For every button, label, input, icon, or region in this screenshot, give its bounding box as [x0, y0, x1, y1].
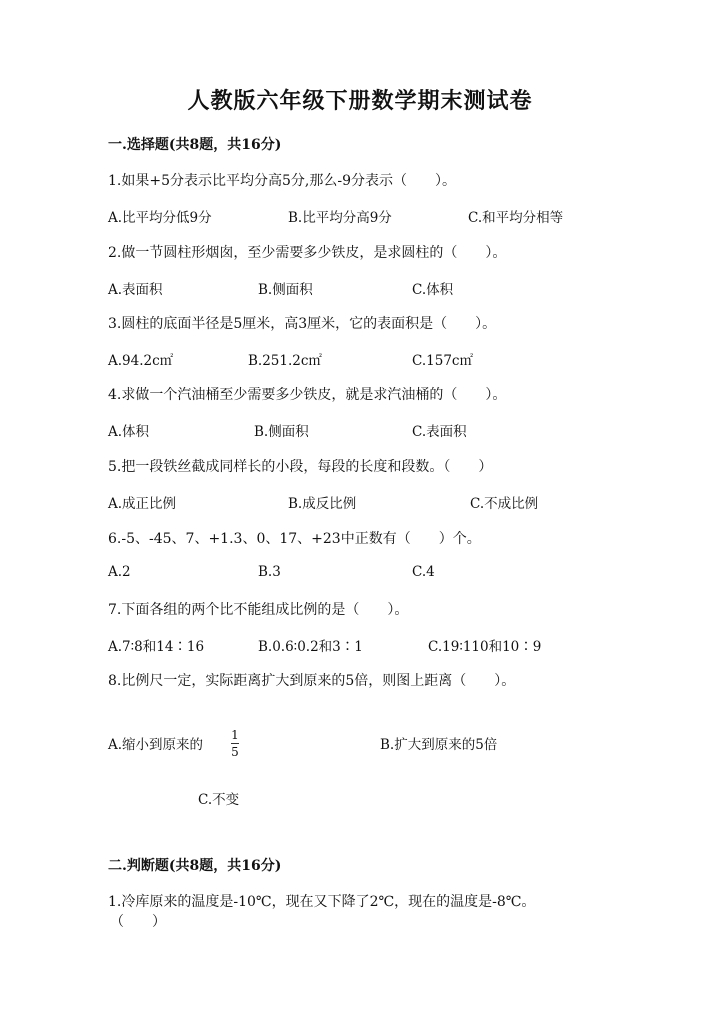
- option-c: C.体积: [412, 282, 454, 298]
- option-a: A.成正比例: [108, 496, 177, 512]
- option-a: A.94.2c㎡: [108, 353, 174, 369]
- option-a: A.表面积: [108, 282, 163, 298]
- option-c: C.表面积: [412, 424, 467, 440]
- option-a: A.7∶8和14∶16: [108, 639, 205, 655]
- question-stem: 3.圆柱的底面半径是5厘米，高3厘米，它的表面积是（ ）。: [108, 316, 497, 332]
- option-c: C.19∶110和10∶9: [428, 639, 542, 655]
- page-title: 人教版六年级下册数学期末测试卷: [187, 88, 533, 114]
- option-a: A.体积: [108, 424, 150, 440]
- question-stem: 5.把一段铁丝截成同样长的小段，每段的长度和段数。（ ）: [108, 459, 493, 475]
- fraction-denominator: 5: [231, 745, 239, 759]
- question-stem: 2.做一节圆柱形烟囱，至少需要多少铁皮，是求圆柱的（ ）。: [108, 245, 507, 261]
- option-c: C.4: [412, 564, 435, 580]
- judge-stem: 1.冷库原来的温度是-10℃，现在又下降了2℃，现在的温度是-8℃。: [108, 894, 536, 910]
- section-heading-choice: 一.选择题(共8题，共16分): [108, 137, 282, 153]
- question-stem: 4.求做一个汽油桶至少需要多少铁皮，就是求汽油桶的（ ）。: [108, 387, 507, 403]
- question-stem: 7.下面各组的两个比不能组成比例的是（ ）。: [108, 602, 409, 618]
- option-b: B.扩大到原来的5倍: [380, 737, 498, 753]
- fraction-numerator: 1: [231, 728, 239, 742]
- judge-answer-paren: （ ）: [110, 914, 166, 930]
- option-b: B.侧面积: [254, 424, 309, 440]
- option-c: C.157c㎡: [412, 353, 473, 369]
- option-b: B.0.6∶0.2和3∶1: [258, 639, 363, 655]
- option-b: B.251.2c㎡: [248, 353, 322, 369]
- option-b: B.侧面积: [258, 282, 313, 298]
- question-stem: 8.比例尺一定，实际距离扩大到原来的5倍，则图上距离（ ）。: [108, 673, 516, 689]
- option-a: A.比平均分低9分: [108, 210, 212, 226]
- question-stem: 6.-5、-45、7、+1.3、0、17、+23中正数有（ ）个。: [108, 531, 481, 547]
- option-c: C.不变: [198, 792, 240, 808]
- fraction-one-fifth: [231, 724, 239, 758]
- option-a: A.缩小到原来的: [108, 737, 204, 753]
- option-c: C.不成比例: [470, 496, 539, 512]
- option-b: B.比平均分高9分: [288, 210, 392, 226]
- section-heading-judge: 二.判断题(共8题，共16分): [108, 858, 282, 874]
- option-b: B.3: [258, 564, 281, 580]
- fraction-bar: [231, 743, 239, 744]
- option-a: A.2: [108, 564, 131, 580]
- question-stem: 1.如果+5分表示比平均分高5分,那么-9分表示（ ）。: [108, 173, 456, 189]
- option-b: B.成反比例: [288, 496, 357, 512]
- option-c: C.和平均分相等: [468, 210, 564, 226]
